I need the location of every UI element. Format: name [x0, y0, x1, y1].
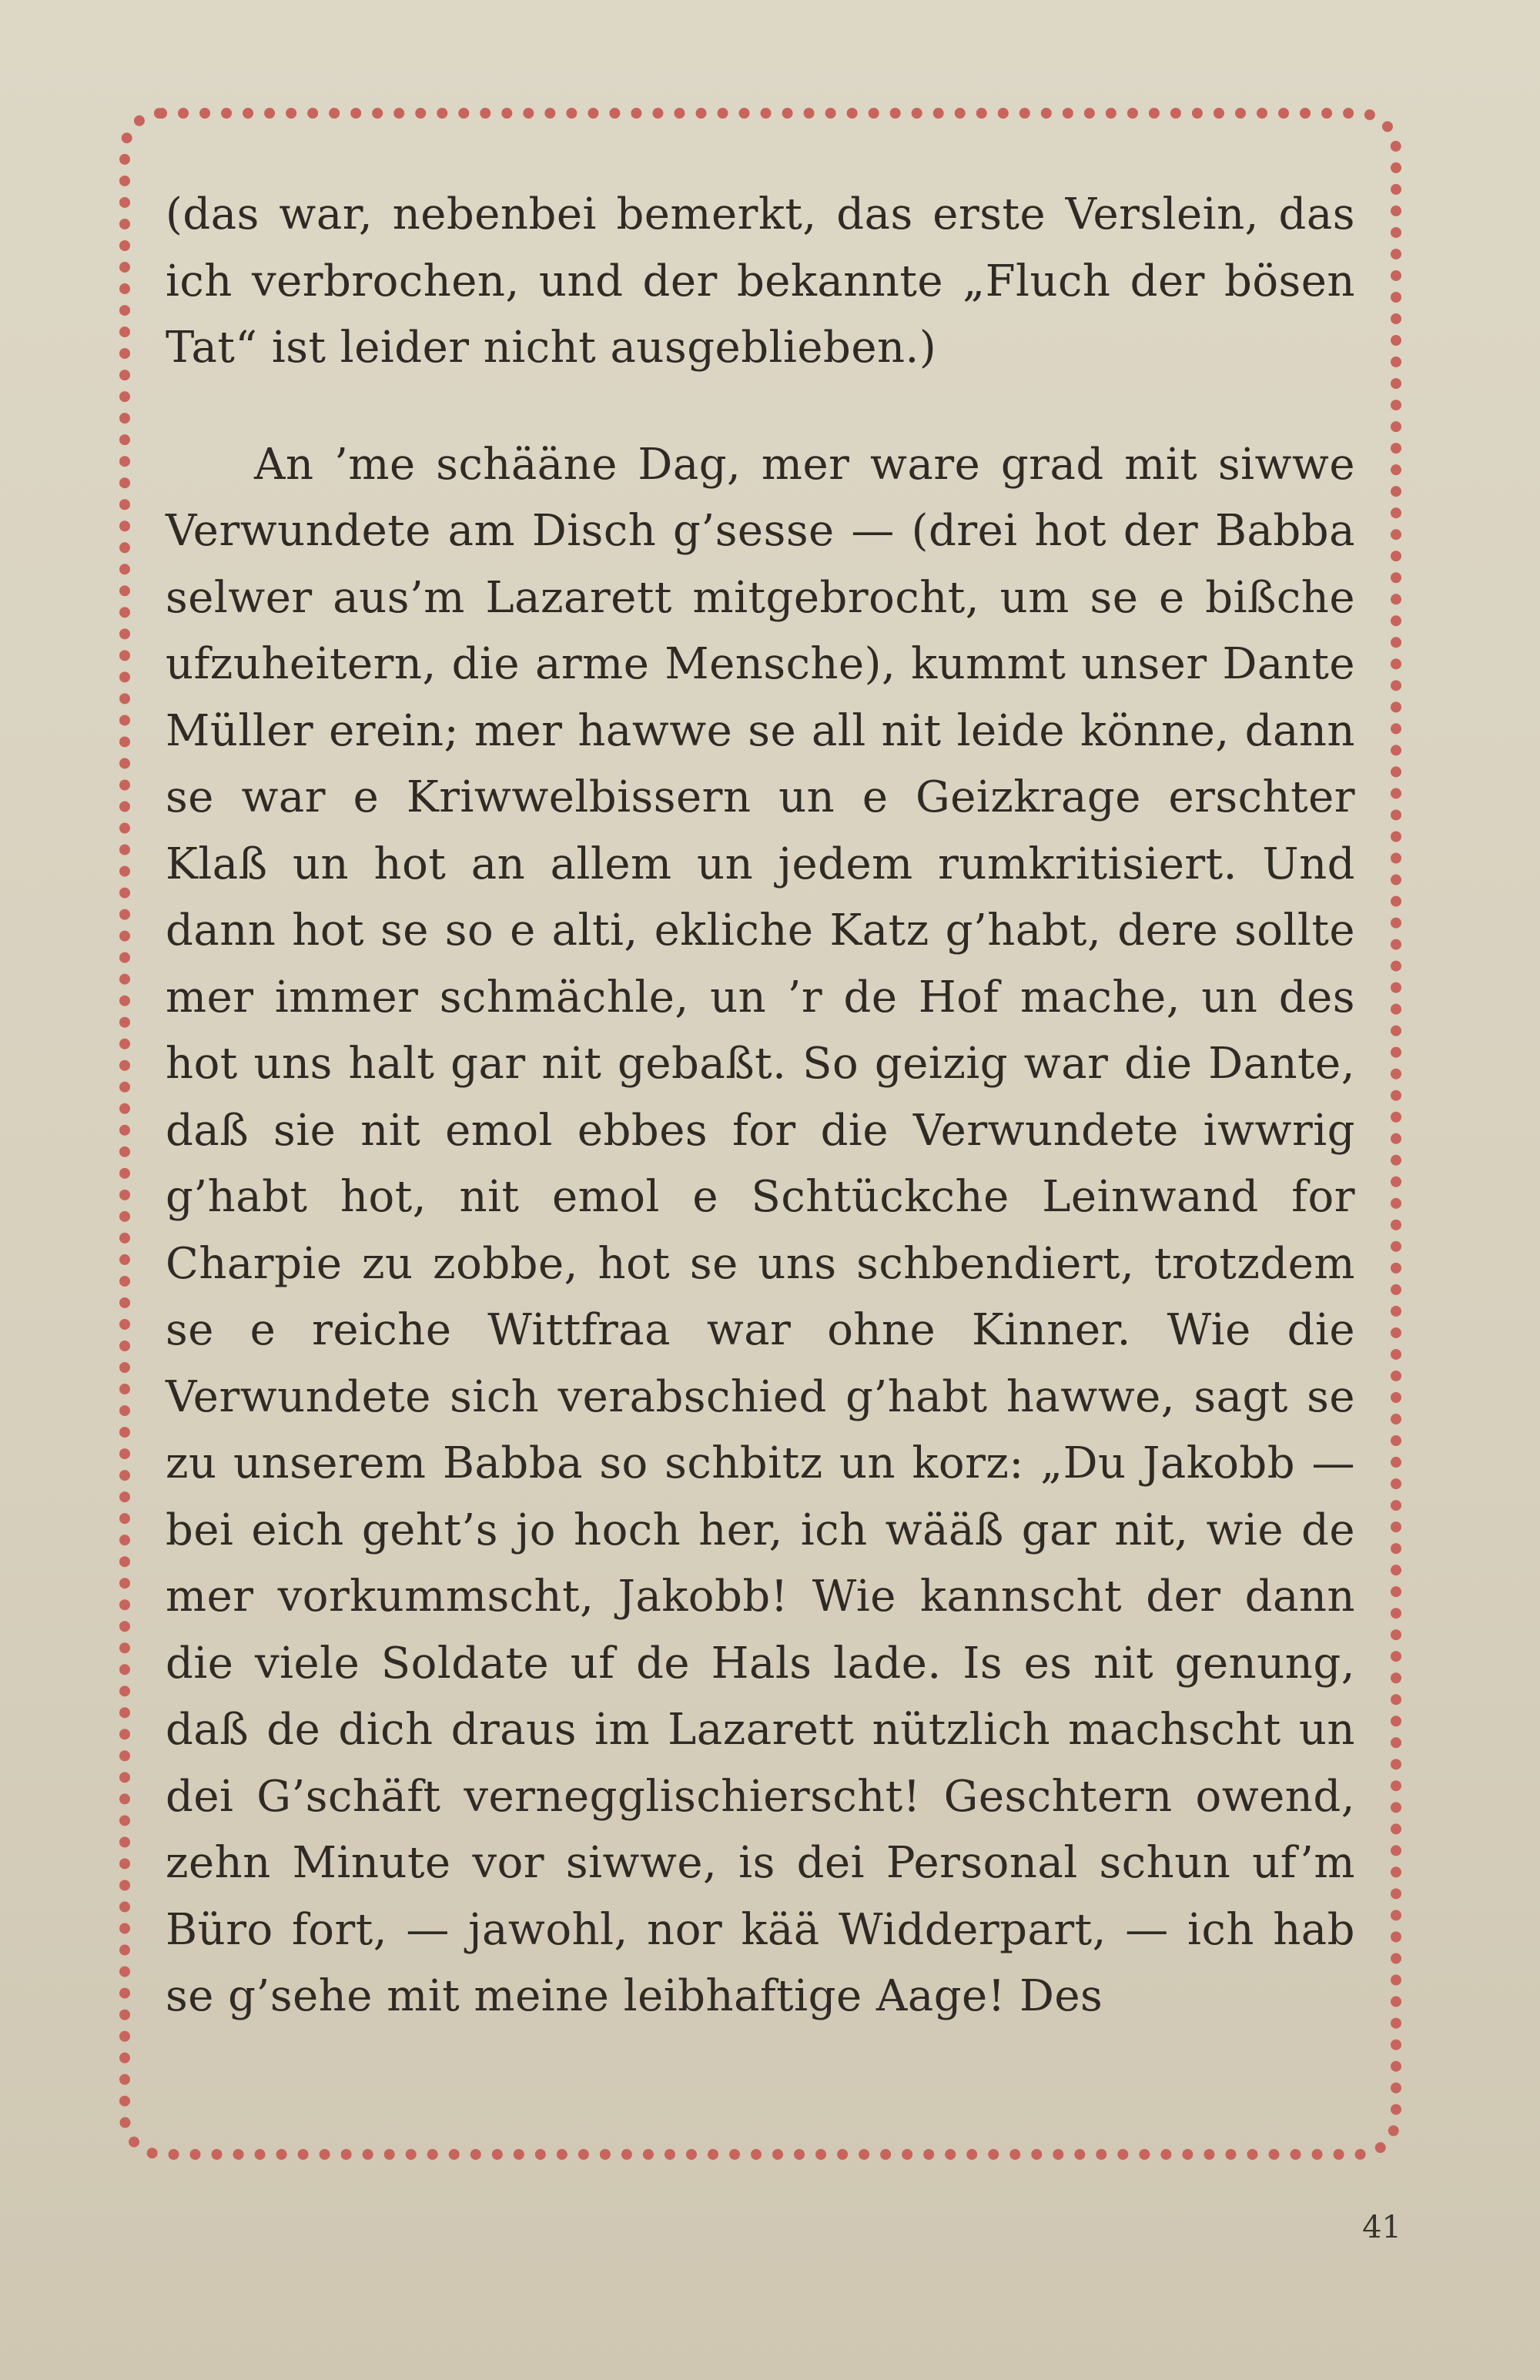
body-text: [166, 182, 1355, 2030]
paragraph-aunt-mueller: An ’me schääne Dag, mer ware grad mit siwwe Verwundete am Disch g’sesse — (drei hot der Babba selwer aus’m Lazarett mitgebrocht, um se e bißche ufzuheitern, die arme Mensche), kummt unser Dante Müller erein; mer hawwe se all nit leide könne, dann se war e Kriwwelbissern un e Geizkrage erschter Klaß un hot an allem un jedem rumkritisiert. Und dann hot se so e alti, ekliche Katz g’habt, dere sollte mer immer schmächle, un ’r de Hof mache, un des hot uns halt gar nit gebaßt. So geizig war die Dante, daß sie nit emol ebbes for die Verwundete iwwrig g’habt hot, nit emol e Schtückche Leinwand for Charpie zu zobbe, hot se uns schbendiert, trotzdem se e reiche Wittfraa war ohne Kinner. Wie die Verwundete sich verabschied g’habt hawwe, sagt se zu unserem Babba so schbitz un korz: „Du Jakobb — bei eich geht’s jo hoch her, ich wääß gar nit, wie de mer vorkummscht, Jakobb! Wie kannscht der dann die viele Soldate uf de Hals lade. Is es nit genung, daß de dich draus im Lazarett nützlich machscht un dei G’schäft vernegglischierscht! Geschtern owend, zehn Minute vor siwwe, is dei Personal schun uf’m Büro fort, — jawohl, nor kää Widderpart, — ich hab se g’sehe mit meine leibhaftige Aage! Des: [166, 439, 1355, 2021]
page-number: 41: [1362, 2210, 1401, 2245]
paragraph-verse-note: (das war, nebenbei bemerkt, das erste Verslein, das ich verbrochen, und der bekannte „Fluch der bösen Tat“ ist leider nicht ausgeblieben.): [166, 189, 1355, 373]
